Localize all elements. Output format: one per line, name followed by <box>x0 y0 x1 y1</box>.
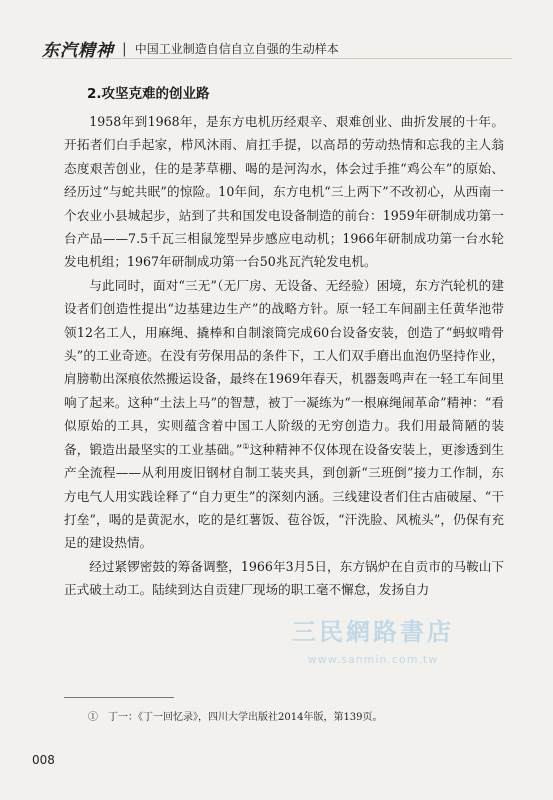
watermark <box>248 612 498 666</box>
paragraph-1: 1958年到1968年，是东方电机历经艰辛、艰难创业、曲折发展的十年。开拓者们白手起家，栉风沐雨、肩扛手提，以高昂的劳动热情和忘我的主人翁态度艰苦创业，住的是茅草棚、喝的是河沟水，体会过手推“鸡公车”的原始、经历过“与蛇共眠”的惊险。10年间，东方电机“三上两下”不改初心，从西南一个农业小县城起步，站到了共和国发电设备制造的前台：1959年研制成功第一台产品——7.5千瓦三相鼠笼型异步感应电动机；1966年研制成功第一台水轮发电机组；1967年研制成功第一台50兆瓦汽轮发电机。 <box>64 114 504 270</box>
footnote-divider <box>64 697 174 698</box>
footnote: ① 丁一：《丁一回忆录》，四川大学出版社2014年版，第139页。 <box>88 712 383 723</box>
paragraph-3: 经过紧锣密鼓的筹备调整，1966年3月5日，东方锅炉在自贡市的马鞍山下正式破土动工。陆续到达自贡建厂现场的职工毫不懈怠，发扬自力 <box>64 558 504 598</box>
book-logo: 东汽精神 <box>42 41 114 61</box>
watermark-text: 三民網路書店 <box>292 618 454 646</box>
main-content <box>64 72 504 602</box>
paragraph-2 <box>64 274 504 555</box>
paragraph-2-text: 与此同时，面对“三无”（无厂房、无设备、无经验）困境，东方汽轮机的建设者们创造性提出“边基建边生产”的战略方针。原一轻工车间副主任黄华池带领12名工人，用麻绳、撬棒和自制滚筒完成60台设备安装，创造了“蚂蚁啃骨头”的工业奇迹。在没有劳保用品的条件下，工人们双手磨出血泡仍坚持作业，肩膀勒出深痕依然搬运设备，最终在1969年春天，机器轰鸣声在一轻工车间里响了起来。这种“土法上马”的智慧，被丁一凝练为“一根麻绳闹革命”精神：“看似原始的工具，实则蕴含着中国工人阶级的无穷创造力。我们用最简陋的装备，锻造出最坚实的工业基础。” <box>64 277 504 457</box>
paragraph-2-continuation: 这种精神不仅体现在设备安装上，更渗透到生产全流程——从利用废旧钢材自制工装夹具，到创新“三班倒”接力工作制，东方电气人用实践诠释了“自力更生”的深刻内涵。三线建设者们住古庙破屋、“干打垒”，喝的是黄泥水，吃的是红薯饭、苞谷饭，“汗洗脸、风梳头”，仍保有充足的建设热情。 <box>64 441 505 551</box>
watermark-url: www.sanmin.com.tw <box>307 653 439 666</box>
header-title: 中国工业制造自信自立自强的生动样本 <box>134 42 339 56</box>
header-divider <box>42 58 512 59</box>
header-separator: | <box>122 40 127 57</box>
section-heading: 2.攻坚克难的创业路 <box>87 86 210 102</box>
footnote-reference[interactable]: ① <box>242 441 250 451</box>
page-number: 008 <box>32 753 55 767</box>
